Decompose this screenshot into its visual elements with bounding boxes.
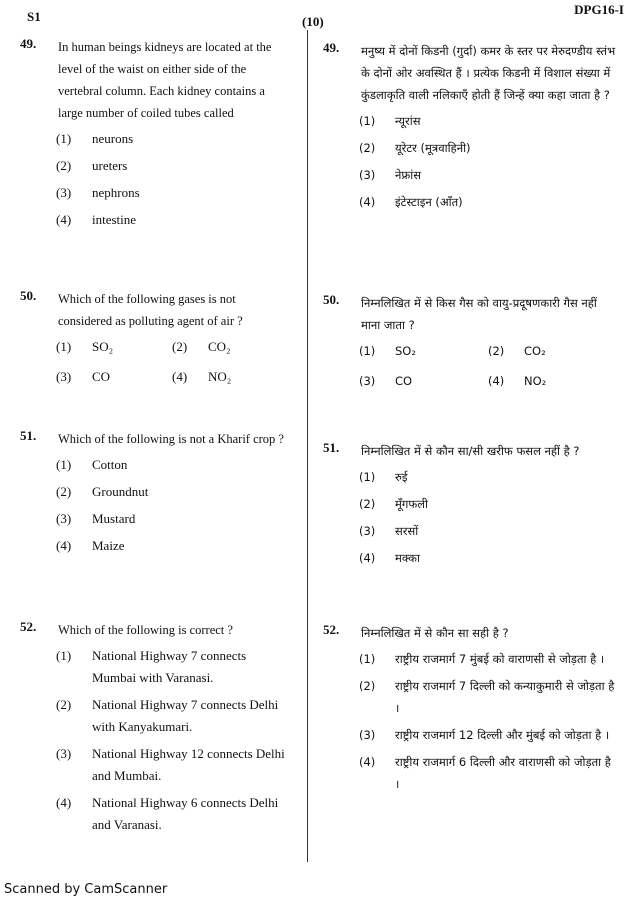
- option-text: intestine: [92, 212, 137, 227]
- option-text: सरसों: [395, 524, 419, 538]
- option[interactable]: [359, 493, 617, 515]
- option-number: (3): [56, 185, 72, 200]
- option[interactable]: [56, 182, 288, 204]
- question-number: 50.: [20, 288, 37, 303]
- option-text: राष्ट्रीय राजमार्ग 7 मुंबई को वाराणसी से जोड़ता है ।: [395, 652, 605, 666]
- option-text: रुई: [395, 470, 408, 484]
- options-list: [359, 466, 617, 569]
- option[interactable]: [56, 743, 288, 787]
- question-text: Which of the following gases is not considered as polluting agent of air ?: [58, 292, 243, 328]
- option[interactable]: [359, 751, 617, 795]
- option[interactable]: [359, 648, 617, 670]
- page-number: (10): [302, 14, 324, 29]
- option[interactable]: [56, 128, 288, 150]
- option-text: यूरेटर (मूत्रवाहिनी): [395, 141, 471, 155]
- options-list: [56, 454, 288, 557]
- question-text: In human beings kidneys are located at the level of the waist on either side of the vertebral column. Each kidney contains a large number of coiled tubes called: [58, 40, 272, 120]
- option-number: (3): [56, 369, 72, 384]
- question-number: 52.: [323, 622, 340, 637]
- question-49-en: [20, 36, 288, 236]
- options-list: [56, 645, 288, 836]
- question-number: 51.: [20, 428, 37, 443]
- option-number: (3): [359, 374, 376, 388]
- option-number: (4): [359, 195, 376, 209]
- option-text: नेफ्रांस: [395, 168, 422, 182]
- option-text: ureters: [92, 158, 128, 173]
- question-52-en: [20, 619, 288, 841]
- option[interactable]: [56, 694, 288, 738]
- option-text: CO₂: [208, 339, 231, 354]
- option-text: Cotton: [92, 457, 128, 472]
- option-number: (1): [359, 652, 376, 666]
- question-number: 50.: [323, 292, 340, 307]
- question-number: 51.: [323, 440, 340, 455]
- option-text: राष्ट्रीय राजमार्ग 6 दिल्ली और वाराणसी को जोड़ता है ।: [395, 755, 611, 791]
- question-text: Which of the following is correct ?: [58, 623, 233, 637]
- option[interactable]: [359, 724, 617, 746]
- option-number: (2): [56, 697, 72, 712]
- option-text: Maize: [92, 538, 125, 553]
- question-number: 49.: [323, 40, 340, 55]
- option-text: मूँगफली: [395, 497, 428, 511]
- option[interactable]: [359, 466, 617, 488]
- option-number: (3): [359, 728, 376, 742]
- option-number: (1): [56, 457, 72, 472]
- option-number: (2): [359, 141, 376, 155]
- option[interactable]: [488, 340, 617, 362]
- option-number: (4): [488, 374, 505, 388]
- option[interactable]: [56, 508, 288, 530]
- option[interactable]: [359, 370, 488, 392]
- option[interactable]: [172, 366, 288, 388]
- option-text: National Highway 7 connects Delhi with Kanyakumari.: [92, 697, 279, 734]
- option-text: मक्का: [395, 551, 420, 565]
- option-number: (3): [56, 746, 72, 761]
- question-50-en: [20, 288, 288, 388]
- option-text: Mustard: [92, 511, 136, 526]
- option[interactable]: [359, 137, 617, 159]
- question-text: Which of the following is not a Kharif crop ?: [58, 432, 284, 446]
- series-label: S1: [27, 9, 41, 24]
- options-list: [359, 648, 617, 795]
- question-49-hi: [323, 40, 617, 218]
- option[interactable]: [359, 340, 488, 362]
- option-number: (3): [359, 524, 376, 538]
- option-number: (4): [56, 212, 72, 227]
- option-number: (1): [359, 344, 376, 358]
- option-text: इंटेस्टाइन (आँत): [395, 195, 463, 209]
- option-text: nephrons: [92, 185, 140, 200]
- option-text: SO₂: [92, 339, 114, 354]
- option-text: NO₂: [208, 369, 232, 384]
- option-number: (3): [359, 168, 376, 182]
- options-grid: [56, 336, 288, 388]
- option-number: (2): [359, 679, 376, 693]
- option-number: (4): [359, 551, 376, 565]
- option[interactable]: [56, 155, 288, 177]
- option[interactable]: [359, 191, 617, 213]
- option[interactable]: [56, 792, 288, 836]
- question-text: निम्नलिखित में से कौन सा/सी खरीफ फसल नहीं है ?: [361, 444, 580, 458]
- option-text: Groundnut: [92, 484, 149, 499]
- question-52-hi: [323, 622, 617, 800]
- option-number: (4): [56, 538, 72, 553]
- option-text: राष्ट्रीय राजमार्ग 7 दिल्ली को कन्याकुमारी से जोड़ता है ।: [395, 679, 615, 715]
- option-number: (2): [56, 484, 72, 499]
- question-50-hi: [323, 292, 617, 392]
- question-51-hi: [323, 440, 617, 574]
- option-number: (3): [56, 511, 72, 526]
- option-text: न्यूरांस: [395, 114, 421, 128]
- option-text: NO₂: [524, 374, 547, 388]
- option[interactable]: [359, 110, 617, 132]
- booklet-code: DPG16-I: [574, 2, 624, 17]
- option-number: (1): [359, 470, 376, 484]
- options-list: [56, 128, 288, 231]
- option-text: National Highway 12 connects Delhi and Mumbai.: [92, 746, 285, 783]
- option-number: (1): [359, 114, 376, 128]
- option-text: CO: [92, 369, 111, 384]
- option[interactable]: [172, 336, 288, 358]
- column-divider: [307, 30, 308, 862]
- question-text: निम्नलिखित में से किस गैस को वायु-प्रदूषणकारी गैस नहीं माना जाता ?: [361, 296, 597, 332]
- scanner-watermark: Scanned by CamScanner: [4, 882, 168, 897]
- option[interactable]: [359, 520, 617, 542]
- option[interactable]: [359, 547, 617, 569]
- option[interactable]: [56, 454, 288, 476]
- option[interactable]: [488, 370, 617, 392]
- option-text: National Highway 6 connects Delhi and Varanasi.: [92, 795, 279, 832]
- option-number: (1): [56, 648, 72, 663]
- option[interactable]: [56, 645, 288, 689]
- option-number: (1): [56, 131, 72, 146]
- question-text: मनुष्य में दोनों किडनी (गुर्दा) कमर के स्तर पर मेरुदण्डीय स्तंभ के दोनों ओर अवस्थित हैं । प्रत्येक किडनी में विशाल संख्या में कुंडलाकृति वाली नलिकाएँ होती हैं जिन्हें क्या कहा जाता है ?: [361, 44, 616, 102]
- option-number: (1): [56, 339, 72, 354]
- question-text: निम्नलिखित में से कौन सा सही है ?: [361, 626, 509, 640]
- option-text: CO: [395, 374, 413, 388]
- option-number: (2): [172, 339, 188, 354]
- option-text: SO₂: [395, 344, 416, 358]
- option[interactable]: [56, 209, 288, 231]
- option[interactable]: [56, 366, 172, 388]
- option-text: National Highway 7 connects Mumbai with Varanasi.: [92, 648, 247, 685]
- option-number: (4): [359, 755, 376, 769]
- options-list: [359, 110, 617, 213]
- option-text: neurons: [92, 131, 134, 146]
- option[interactable]: [359, 164, 617, 186]
- option-number: (2): [56, 158, 72, 173]
- option-text: CO₂: [524, 344, 546, 358]
- question-number: 52.: [20, 619, 37, 634]
- options-grid: [359, 340, 617, 392]
- option[interactable]: [56, 481, 288, 503]
- option-number: (2): [359, 497, 376, 511]
- option-number: (4): [172, 369, 188, 384]
- option[interactable]: [56, 535, 288, 557]
- option-number: (4): [56, 795, 72, 810]
- question-number: 49.: [20, 36, 37, 51]
- option-number: (2): [488, 344, 505, 358]
- option[interactable]: [359, 675, 617, 719]
- option[interactable]: [56, 336, 172, 358]
- question-51-en: [20, 428, 288, 562]
- option-text: राष्ट्रीय राजमार्ग 12 दिल्ली और मुंबई को जोड़ता है ।: [395, 728, 610, 742]
